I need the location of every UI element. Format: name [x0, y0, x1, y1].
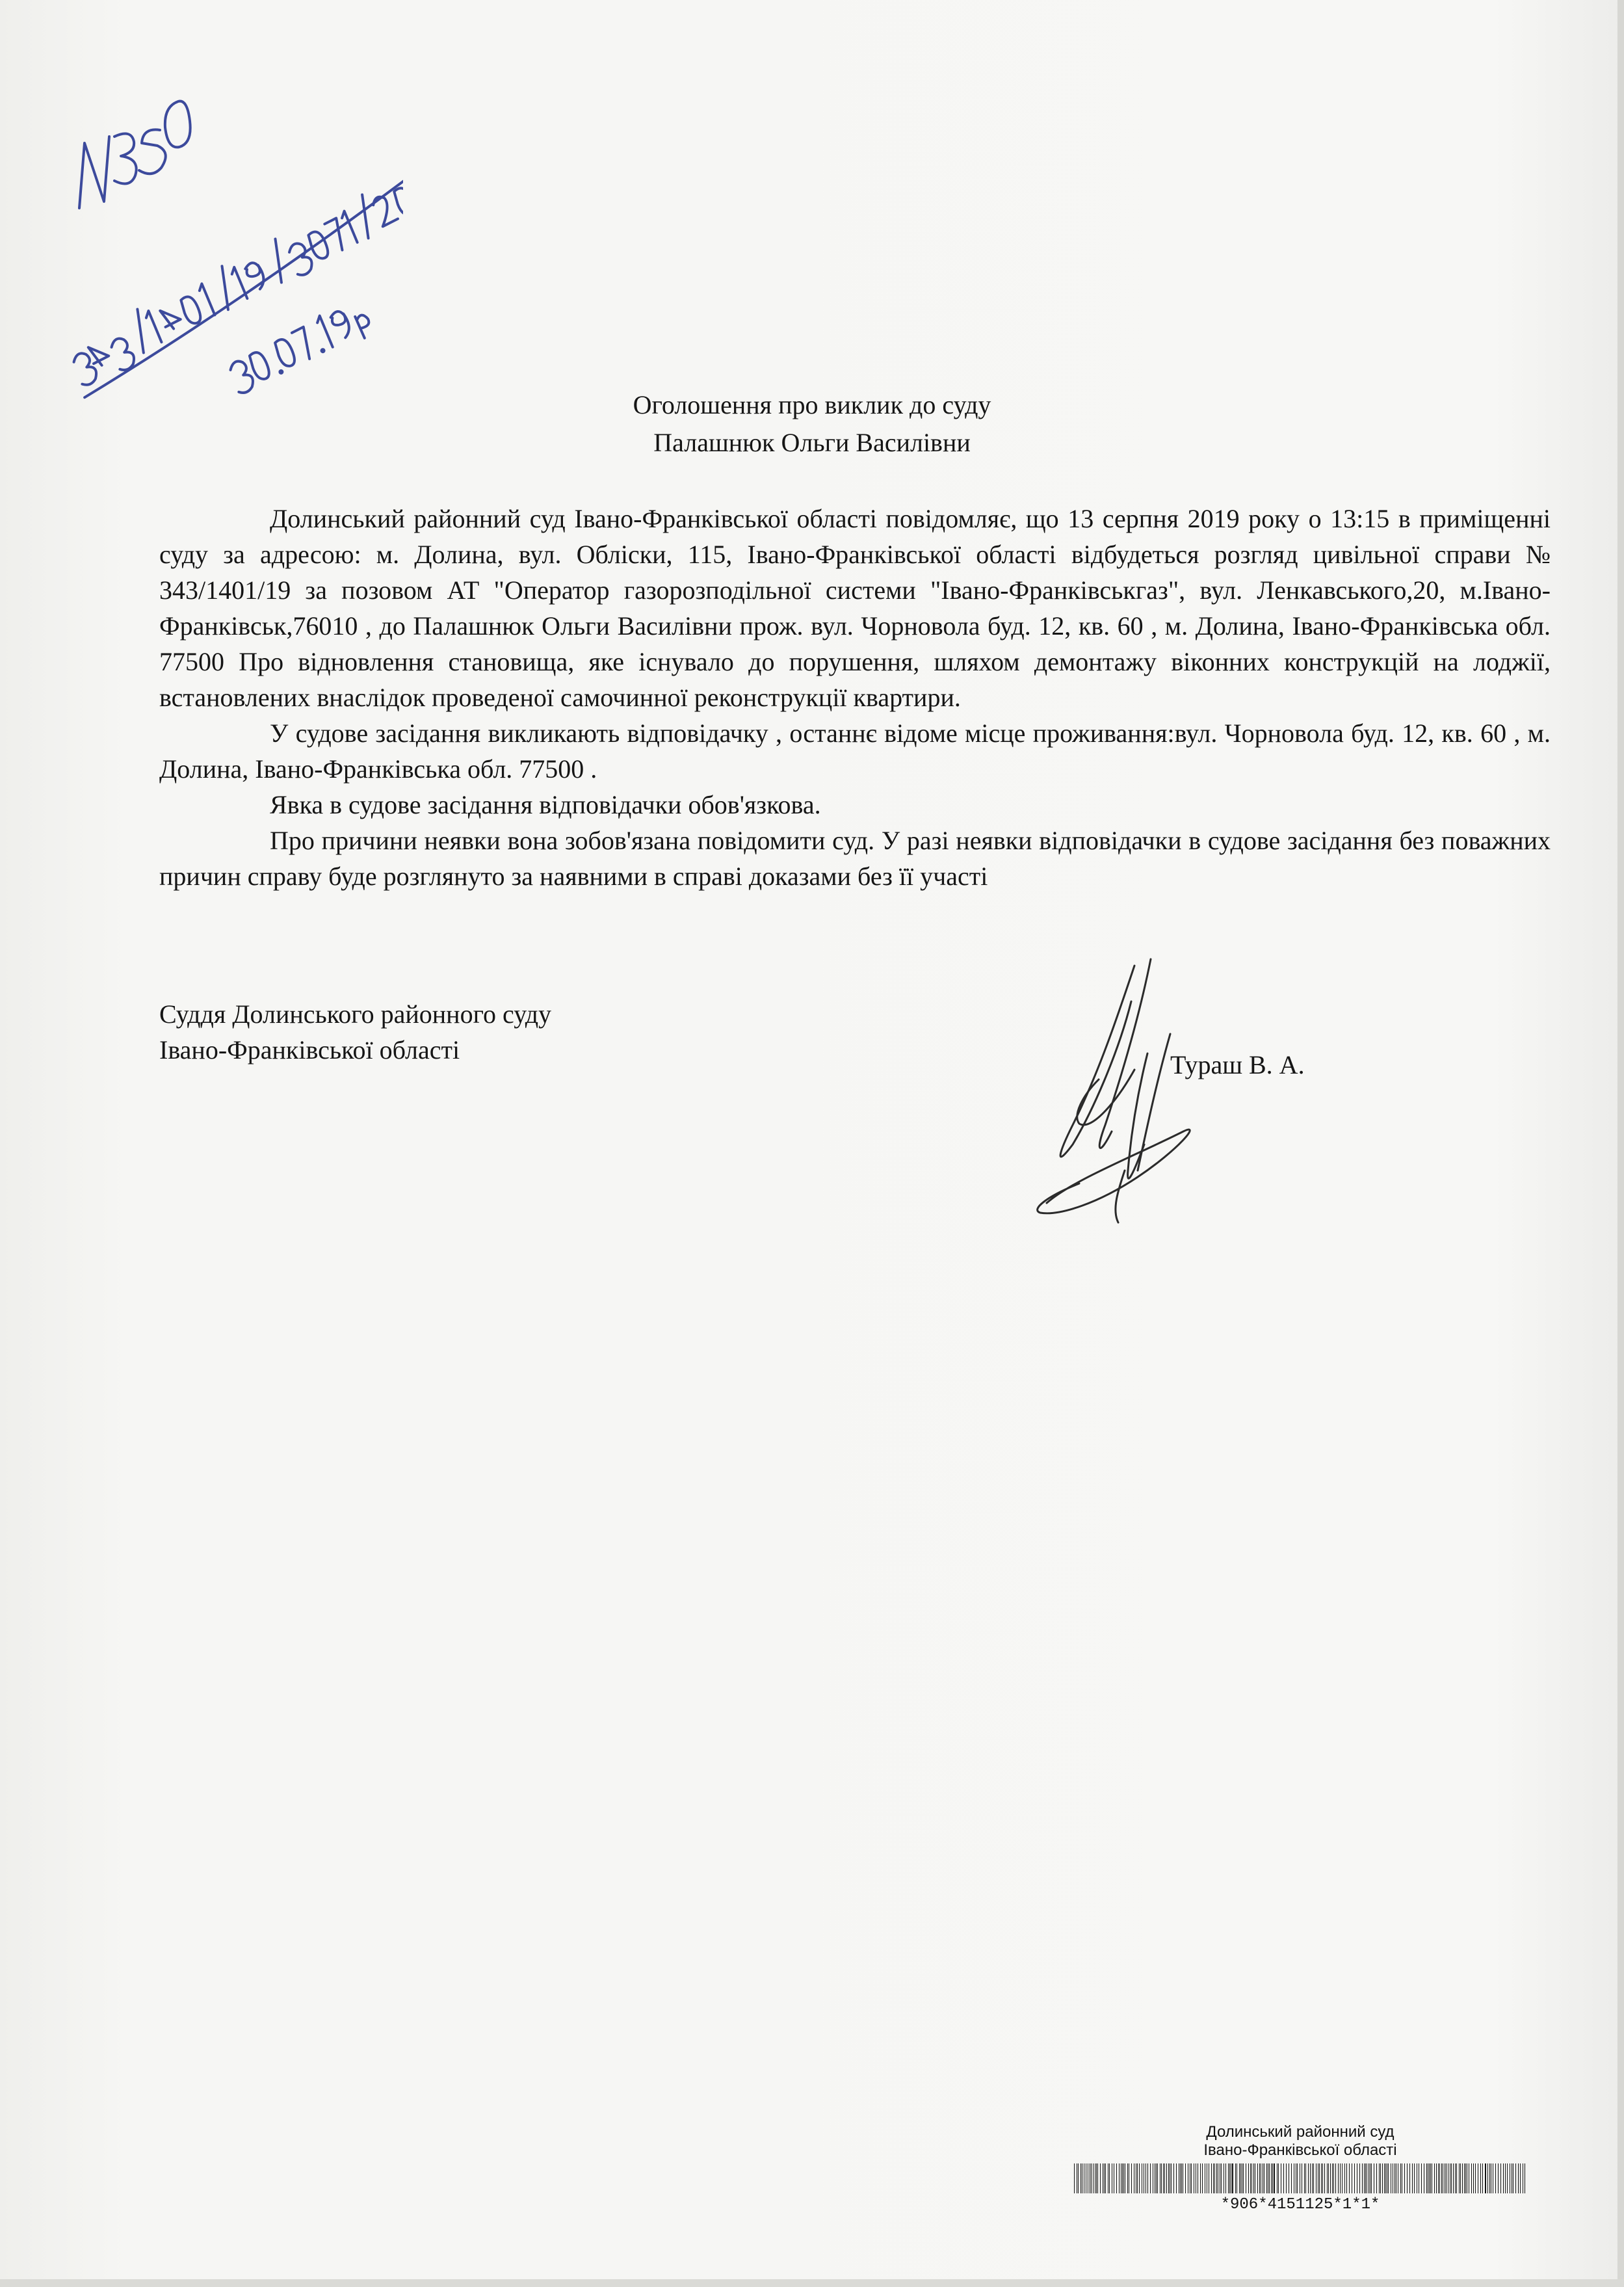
notice-addressee: Палашнюк Ольги Василівни — [653, 428, 971, 457]
paragraph-absence-consequences: Про причини неявки вона зобов'язана повідомити суд. У разі неявки відповідачки в судове засідання без поважних причин справу буде розглянуто за наявними в справі доказами без її участі — [159, 826, 1551, 891]
notice-body — [159, 501, 1551, 894]
paragraph-hearing-details: Долинський районний суд Івано-Франківської області повідомляє, що 13 серпня 2019 року о 13:15 в приміщенні суду за адресою: м. Долина, вул. Обліски, 115, Івано-Франківської області відбудеться розгляд цивільної справи № 343/1401/19 за позовом АТ "Оператор газорозподільної системи "Івано-Франківськгаз", вул. Ленкавського,20, м.Івано-Франківськ,76010 , до Палашнюк Ольги Василівни прож. вул. Чорновола буд. 12, кв. 60 , м. Долина, Івано-Франківська обл. 77500 Про відновлення становища, яке існувало до порушення, шляхом демонтажу віконних конструкцій на лоджії, встановлених внаслідок проведеної самочинної реконструкції квартири. — [159, 504, 1551, 712]
scan-edge-bottom — [0, 2279, 1624, 2287]
notice-title: Оголошення про виклик до суду — [633, 390, 991, 419]
stamp-court-line2: Івано-Франківської області — [1203, 2141, 1397, 2159]
barcode-code: *906*4151125*1*1* — [1220, 2196, 1380, 2214]
judge-name: Тураш В. А. — [1170, 1050, 1305, 1079]
judge-position-line2: Івано-Франківської області — [159, 1035, 460, 1064]
judge-position — [159, 996, 551, 1068]
court-registry-stamp — [1066, 2123, 1534, 2214]
judge-signature — [1021, 956, 1268, 1229]
scan-edge-right — [1617, 0, 1624, 2287]
paragraph-summons: У судове засідання викликають відповідачку , останнє відоме місце проживання:вул. Чорновола буд. 12, кв. 60 , м. Долина, Івано-Франківська обл. 77500 . — [159, 719, 1551, 784]
judge-position-line1: Суддя Долинського районного суду — [159, 999, 552, 1029]
paragraph-attendance: Явка в судове засідання відповідачки обов'язкова. — [270, 790, 821, 819]
handwritten-registration-note — [39, 39, 403, 403]
barcode — [1074, 2163, 1529, 2193]
stamp-court-line1: Долинський районний суд — [1206, 2123, 1395, 2141]
